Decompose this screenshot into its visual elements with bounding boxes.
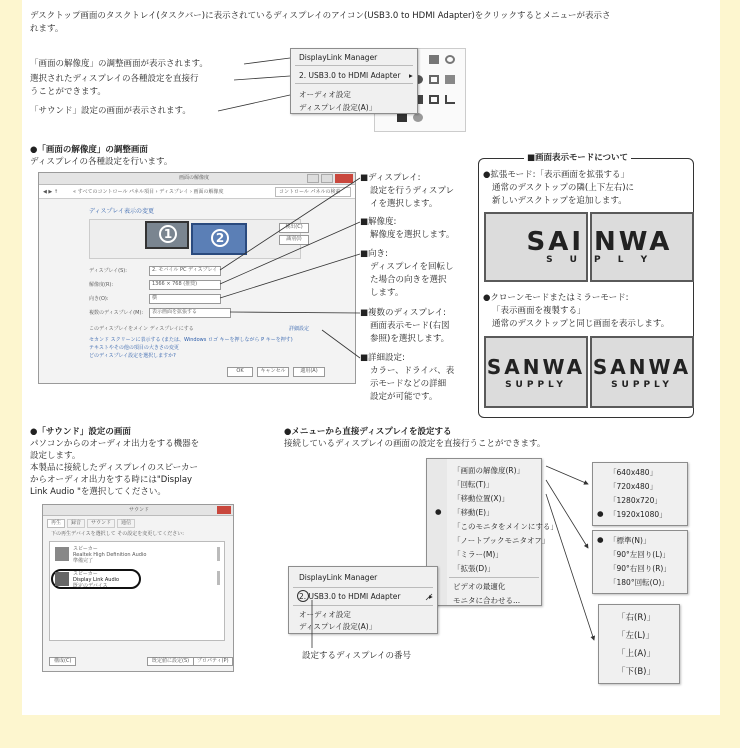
nav-arrows-icon[interactable]: ◀ ▶ ↑ bbox=[43, 189, 59, 195]
note-display-body-2: イを選択します。 bbox=[370, 199, 438, 209]
clone-logo-sub-right: SUPPLY bbox=[611, 380, 673, 390]
tray-context-menu bbox=[290, 48, 418, 114]
pos-right[interactable]: 「右(R)」 bbox=[617, 613, 656, 623]
submenu-resolution[interactable]: 「画面の解像度(R)」 bbox=[453, 466, 525, 475]
rot-normal[interactable]: 「標準(N)」 bbox=[609, 536, 651, 545]
speaker-icon-2 bbox=[55, 572, 69, 586]
extend-logo-left: SAI bbox=[526, 227, 584, 257]
rot-selected-bullet: ● bbox=[597, 535, 604, 544]
sound-line-4: からオーディオ出力をする時には"Display bbox=[30, 475, 193, 485]
submenu-position[interactable]: 「移動位置(X)」 bbox=[453, 494, 509, 503]
callout-display-b: うことができます。 bbox=[30, 87, 106, 97]
direct-base-menu bbox=[288, 566, 438, 634]
tab-recording[interactable]: 録音 bbox=[67, 519, 85, 528]
orientation-label: 向き(O): bbox=[89, 296, 109, 302]
display-label: ディスプレイ(S): bbox=[89, 268, 127, 274]
set-default-button[interactable]: 既定値に設定(S) bbox=[147, 657, 194, 666]
rot-90-left[interactable]: 「90°左回り(L)」 bbox=[609, 550, 670, 559]
base-menu-manager[interactable]: DisplayLink Manager bbox=[299, 573, 378, 582]
submenu-mirror[interactable]: 「ミラー(M)」 bbox=[453, 550, 503, 559]
multi-display-select[interactable]: 表示画面を拡張する bbox=[149, 308, 231, 318]
note-orientation-title: ■向き: bbox=[360, 249, 388, 259]
note-orientation-body-2: た場合の向きを選択 bbox=[370, 275, 447, 285]
sound-window bbox=[42, 504, 234, 672]
clone-line-c: 通常のデスクトップと同じ画面を表示します。 bbox=[492, 319, 670, 329]
callout-sound: 「サウンド」設定の画面が表示されます。 bbox=[30, 106, 191, 116]
pos-down[interactable]: 「下(B)」 bbox=[617, 667, 655, 677]
position-options-menu bbox=[598, 604, 680, 684]
number-circle-icon bbox=[297, 590, 309, 602]
configure-button[interactable]: 構成(C) bbox=[49, 657, 76, 666]
direct-sub: 接続しているディスプレイの画面の設定を直接行うことができます。 bbox=[284, 439, 546, 449]
callout-display-a: 選択されたディスプレイの各種設定を直接行 bbox=[30, 74, 199, 84]
submenu-extend[interactable]: 「拡張(D)」 bbox=[453, 564, 495, 573]
clone-logo-sub-left: SUPPLY bbox=[505, 380, 567, 390]
note-advanced-body-2: 示モードなどの詳細 bbox=[370, 379, 447, 389]
maximize-icon[interactable] bbox=[321, 174, 333, 183]
display-number-caption: 設定するディスプレイの番号 bbox=[302, 651, 412, 661]
res-720[interactable]: 「720x480」 bbox=[609, 482, 658, 491]
callout-resolution: 「画面の解像度」の調整画面が表示されます。 bbox=[30, 59, 208, 69]
clone-line-b: 「表示画面を複製する」 bbox=[492, 306, 586, 316]
multi-display-label: 複数のディスプレイ(M): bbox=[89, 310, 144, 316]
submenu-video-optimize[interactable]: ビデオの最適化 bbox=[453, 582, 506, 591]
note-multi-title: ■複数のディスプレイ: bbox=[360, 308, 446, 318]
menu-displaylink-manager[interactable]: DisplayLink Manager bbox=[299, 53, 378, 62]
orientation-select[interactable]: 横 bbox=[149, 294, 221, 304]
note-orientation-body-3: します。 bbox=[370, 288, 404, 298]
pos-up[interactable]: 「上(A)」 bbox=[617, 649, 655, 659]
properties-button[interactable]: プロパティ(P) bbox=[193, 657, 233, 666]
minimize-icon[interactable] bbox=[307, 174, 319, 183]
menu-usb-adapter[interactable]: 2. USB3.0 to HDMI Adapter bbox=[299, 71, 401, 80]
sound-close-icon[interactable] bbox=[217, 506, 231, 514]
display-submenu bbox=[426, 458, 558, 606]
monitor-1-number: 1 bbox=[159, 225, 177, 243]
main-display-checkbox[interactable]: このディスプレイをメイン ディスプレイにする bbox=[89, 326, 194, 332]
resolution-select[interactable]: 1366 × 768 (推奨) bbox=[149, 280, 221, 290]
note-multi-body-2: 参照)を選択します。 bbox=[370, 334, 450, 344]
monitor-1[interactable] bbox=[145, 221, 189, 249]
tray-monitor-icon[interactable] bbox=[429, 95, 439, 104]
rot-180[interactable]: 「180°回転(O)」 bbox=[609, 578, 669, 587]
tray-network-icon[interactable] bbox=[429, 55, 439, 64]
speaker-icon bbox=[55, 547, 69, 561]
tray-display-icon[interactable] bbox=[445, 75, 455, 84]
submenu-make-main[interactable]: 「このモニタをメインにする」 bbox=[453, 522, 558, 531]
rotation-options-menu bbox=[592, 530, 688, 594]
clone-logo-right: SANWA bbox=[592, 355, 692, 379]
clone-logo-left: SANWA bbox=[486, 355, 586, 379]
submenu-rotation[interactable]: 「回転(T)」 bbox=[453, 480, 494, 489]
sound-line-3: 本製品に接続したディスプレイのスピーカー bbox=[30, 463, 199, 473]
note-resolution-body-1: 解像度を選択します。 bbox=[370, 230, 455, 240]
submenu-fit-monitor[interactable]: モニタに合わせる... bbox=[453, 596, 521, 605]
resolution-options-menu bbox=[592, 462, 688, 526]
apply-button[interactable]: 適用(A) bbox=[293, 367, 325, 377]
monitor-2-number: 2 bbox=[211, 229, 229, 247]
device-2-state: 既定のデバイス bbox=[73, 583, 108, 589]
resolution-window bbox=[38, 172, 356, 384]
resolution-label: 解像度(R): bbox=[89, 282, 114, 288]
rot-90-right[interactable]: 「90°右回り(R)」 bbox=[609, 564, 671, 573]
device-1-desc: Realtek High Definition Audio bbox=[73, 552, 147, 558]
intro-line-2: れます。 bbox=[30, 24, 64, 34]
note-resolution-title: ■解像度: bbox=[360, 217, 397, 227]
identify-button[interactable]: 識別(I) bbox=[279, 235, 309, 245]
device-2-name[interactable]: スピーカー bbox=[73, 571, 98, 577]
ok-button[interactable]: OK bbox=[227, 367, 253, 377]
base-menu-adapter[interactable]: 2. USB3.0 to HDMI Adapter bbox=[299, 592, 401, 601]
link-text-size[interactable]: テキストやその他の項目の大きさの変更 bbox=[89, 345, 179, 351]
monitor-2[interactable] bbox=[191, 223, 247, 255]
breadcrumb[interactable]: « すべてのコントロール パネル項目 › ディスプレイ › 画面の解像度 bbox=[73, 189, 224, 195]
clone-screen-right bbox=[590, 336, 694, 408]
extend-screen-right bbox=[590, 212, 694, 282]
resolution-sub: ディスプレイの各種設定を行います。 bbox=[30, 157, 173, 167]
note-orientation-body-1: ディスプレイを回転し bbox=[370, 262, 454, 272]
intro-line-1: デスクトップ画面のタスクトレイ(タスクバー)に表示されているディスプレイのアイコン(USB3.0 to HDMI Adapter)をクリックするとメニューが表示さ bbox=[30, 11, 611, 21]
base-menu-display-settings[interactable]: ディスプレイ設定(A)」 bbox=[299, 622, 377, 631]
tray-shield-icon[interactable] bbox=[413, 113, 423, 122]
sound-line-5: Link Audio "を選択してください。 bbox=[30, 487, 166, 497]
tray-window-icon[interactable] bbox=[429, 75, 439, 84]
device-2-desc: Display Link Audio bbox=[73, 577, 120, 583]
cancel-button[interactable]: キャンセル bbox=[257, 367, 289, 377]
extend-line-c: 新しいデスクトップを追加します。 bbox=[492, 196, 627, 206]
tray-speaker-icon[interactable] bbox=[397, 113, 407, 122]
direct-heading: ●メニューから直接ディスプレイを設定する bbox=[284, 427, 452, 437]
tray-usb-icon[interactable] bbox=[445, 95, 455, 104]
manual-page bbox=[22, 0, 720, 715]
extend-logo-right: NWA bbox=[594, 227, 673, 257]
menu-display-settings[interactable]: ディスプレイ設定(A)」 bbox=[299, 103, 377, 112]
submenu-notebook-off[interactable]: 「ノートブックモニタオフ」 bbox=[453, 536, 550, 545]
res-640[interactable]: 「640x480」 bbox=[609, 468, 658, 477]
level-meter-1 bbox=[217, 547, 220, 561]
submenu-check-bullet: ● bbox=[435, 507, 442, 516]
note-advanced-title: ■詳細設定: bbox=[360, 353, 405, 363]
extend-logo-sub-right: P L Y bbox=[594, 255, 655, 265]
res-selected-bullet: ● bbox=[597, 509, 604, 518]
sound-instruction: 下の再生デバイスを選択して その設定を変更してください: bbox=[51, 531, 184, 537]
link-second-screen[interactable]: セカンド スクリーンに表示する (または、Windows ロゴ キーを押しながら P キーを押す) bbox=[89, 337, 293, 343]
link-which-settings[interactable]: どのディスプレイ設定を選択しますか? bbox=[89, 353, 176, 359]
submenu-arrow-icon: ▸ bbox=[409, 71, 413, 80]
base-submenu-arrow-icon: ▸ bbox=[429, 592, 433, 601]
search-placeholder: コントロール パネルの検索 bbox=[279, 189, 341, 195]
note-advanced-body-1: カラー、ドライバ、表 bbox=[370, 366, 455, 376]
menu-audio-settings[interactable]: オーディオ設定 bbox=[299, 90, 351, 99]
display-select[interactable]: 2. モバイル PC ディスプレイ bbox=[149, 266, 221, 276]
display-mode-title: ■画面表示モードについて bbox=[524, 152, 631, 165]
extend-logo-sub-left: S U bbox=[546, 255, 584, 265]
resolution-heading: ●「画面の解像度」の調整画面 bbox=[30, 145, 148, 155]
note-advanced-body-3: 設定が可能です。 bbox=[370, 392, 438, 402]
clone-screen-left bbox=[484, 336, 588, 408]
sound-line-1: パソコンからのオーディオ出力をする機器を bbox=[30, 439, 200, 449]
note-display-body-1: 設定を行うディスプレ bbox=[370, 186, 454, 196]
submenu-move[interactable]: 「移動(E)」 bbox=[453, 508, 494, 517]
tray-sync-icon[interactable] bbox=[445, 55, 455, 64]
note-display-title: ■ディスプレイ: bbox=[360, 173, 421, 183]
extend-line-a: ●拡張モード:「表示画面を拡張する」 bbox=[483, 170, 629, 180]
tab-playback[interactable]: 再生 bbox=[47, 519, 65, 528]
res-1920[interactable]: 「1920x1080」 bbox=[609, 510, 667, 519]
advanced-settings-link[interactable]: 詳細設定 bbox=[289, 326, 310, 332]
close-icon[interactable] bbox=[335, 174, 353, 183]
clone-line-a: ●クローンモードまたはミラーモード: bbox=[483, 293, 629, 303]
level-meter-2 bbox=[217, 571, 220, 585]
extend-screen-left bbox=[484, 212, 588, 282]
window-heading: ディスプレイ表示の変更 bbox=[89, 208, 154, 215]
res-1280[interactable]: 「1280x720」 bbox=[609, 496, 662, 505]
tab-sounds[interactable]: サウンド bbox=[87, 519, 115, 528]
resolution-window-title: 画面の解像度 bbox=[179, 175, 210, 181]
note-multi-body-1: 画面表示モード(右図 bbox=[370, 321, 450, 331]
sound-line-2: 設定します。 bbox=[30, 451, 81, 461]
tab-communications[interactable]: 通信 bbox=[117, 519, 135, 528]
detect-button[interactable]: 検出(C) bbox=[279, 223, 309, 233]
base-menu-audio[interactable]: オーディオ設定 bbox=[299, 610, 351, 619]
device-1-name[interactable]: スピーカー bbox=[73, 546, 98, 552]
sound-window-title: サウンド bbox=[129, 507, 150, 513]
pos-left[interactable]: 「左(L)」 bbox=[617, 631, 654, 641]
sound-heading: ●「サウンド」設定の画面 bbox=[30, 427, 131, 437]
device-1-state: 準備完了 bbox=[73, 558, 94, 564]
extend-line-b: 通常のデスクトップの隣(上下左右)に bbox=[492, 183, 635, 193]
